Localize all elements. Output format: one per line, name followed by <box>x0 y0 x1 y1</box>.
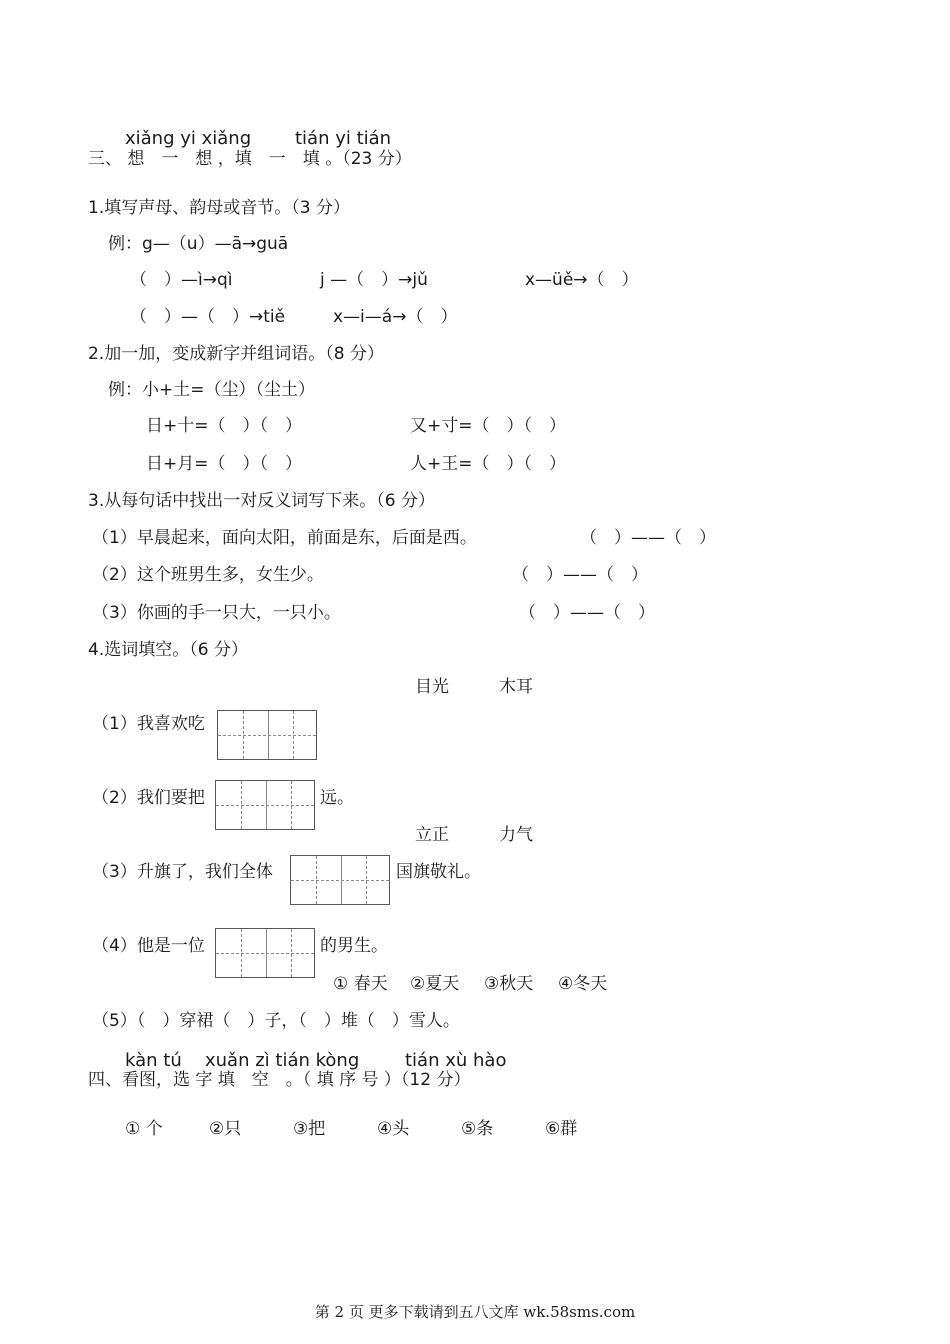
q4-word-1: 目光 <box>415 677 449 697</box>
q4-option-4: ④冬天 <box>558 974 608 994</box>
q1-example: 例：g—（u）—ā→guā <box>108 234 289 254</box>
section3-pinyin-b: tián yi tián <box>295 128 392 149</box>
q1-title: 1.填写声母、韵母或音节。（3 分） <box>88 198 350 218</box>
q1-item-2: j —（ ）→jǔ <box>320 270 428 290</box>
answer-grid-3[interactable] <box>290 855 390 905</box>
q1-item-3: x—üě→（ ） <box>525 270 639 290</box>
answer-grid-1[interactable] <box>217 710 317 760</box>
q4-sentence-3-end: 国旗敬礼。 <box>396 862 481 882</box>
q4-option-2: ②夏天 <box>410 974 460 994</box>
q4-option-1: ① 春天 <box>333 974 388 994</box>
q4-option-3: ③秋天 <box>484 974 534 994</box>
q4-title: 4.选词填空。（6 分） <box>88 640 248 660</box>
q3-answer-3: （ ）——（ ） <box>519 603 655 623</box>
q3-answer-2: （ ）——（ ） <box>512 565 648 585</box>
q1-item-4: （ ）—（ ）→tiě <box>130 307 286 327</box>
section4-option-6: ⑥群 <box>545 1119 578 1139</box>
section4-heading: 四、看图，选 字 填 空 。（ 填 序 号 ）（12 分） <box>88 1070 471 1090</box>
q4-sentence-3-start: （3）升旗了，我们全体 <box>92 862 273 882</box>
q4-word-2: 木耳 <box>499 677 533 697</box>
q4-word-3: 立正 <box>415 825 449 845</box>
q4-sentence-1: （1）我喜欢吃 <box>92 714 205 734</box>
q2-item-3: 日+月=（ ）（ ） <box>146 454 302 474</box>
q4-sentence-2-end: 远。 <box>320 788 354 808</box>
q3-answer-1: （ ）——（ ） <box>580 528 716 548</box>
q2-example: 例：小+土=（尘）（尘土） <box>108 380 315 400</box>
q3-sentence-2: （2）这个班男生多，女生少。 <box>92 565 324 585</box>
q3-sentence-1: （1）早晨起来，面向太阳，前面是东，后面是西。 <box>92 528 477 548</box>
q4-word-4: 力气 <box>499 825 533 845</box>
q2-title: 2.加一加，变成新字并组词语。（8 分） <box>88 344 384 364</box>
q2-item-4: 人+王=（ ）（ ） <box>410 454 566 474</box>
q2-item-1: 日+十=（ ）（ ） <box>146 416 302 436</box>
q4-sentence-2-start: （2）我们要把 <box>92 788 205 808</box>
page-footer: 第 2 页 更多下载请到五八文库 wk.58sms.com <box>314 1303 636 1321</box>
section4-option-2: ②只 <box>209 1119 242 1139</box>
section4-pinyin-b: xuǎn zì tián kòng <box>205 1050 360 1071</box>
q4-sentence-5: （5）（ ）穿裙（ ）子，（ ）堆（ ）雪人。 <box>92 1011 460 1031</box>
section3-pinyin-a: xiǎng yi xiǎng <box>125 128 252 149</box>
section4-option-4: ④头 <box>377 1119 410 1139</box>
section4-option-3: ③把 <box>293 1119 326 1139</box>
q2-item-2: 又+寸=（ ）（ ） <box>410 416 566 436</box>
section4-pinyin-c: tián xù hào <box>405 1050 507 1071</box>
q3-sentence-3: （3）你画的手一只大，一只小。 <box>92 603 341 623</box>
section4-option-1: ① 个 <box>125 1119 163 1139</box>
q1-item-5: x—i—á→（ ） <box>333 307 458 327</box>
section3-heading: 三、 想 一 想 ，填 一 填 。（23 分） <box>88 149 412 169</box>
answer-grid-2[interactable] <box>215 780 315 830</box>
answer-grid-4[interactable] <box>215 928 315 978</box>
q4-sentence-4-start: （4）他是一位 <box>92 936 205 956</box>
section4-pinyin-a: kàn tú <box>125 1050 182 1071</box>
section4-option-5: ⑤条 <box>461 1119 494 1139</box>
q3-title: 3.从每句话中找出一对反义词写下来。（6 分） <box>88 491 435 511</box>
q4-sentence-4-end: 的男生。 <box>320 936 388 956</box>
q1-item-1: （ ）—ì→qì <box>130 270 233 290</box>
